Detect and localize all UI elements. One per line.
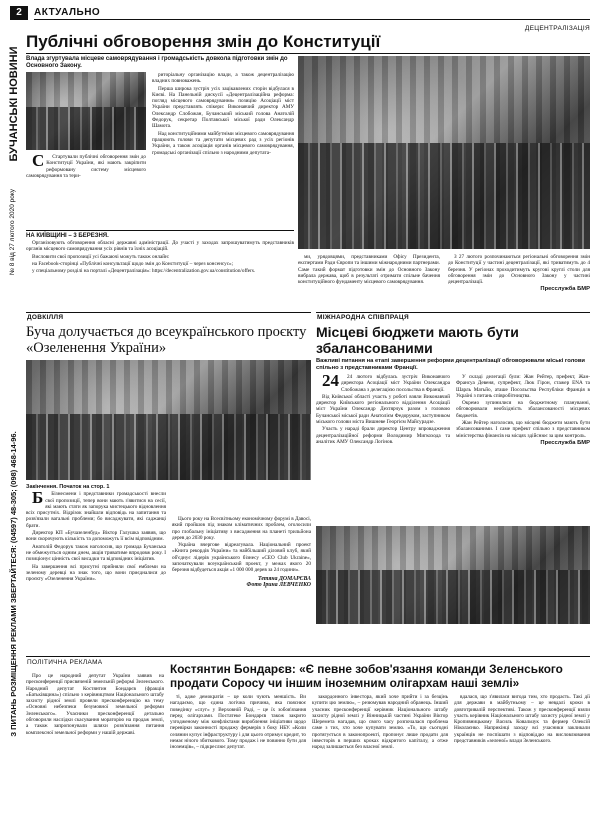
section-title: АКТУАЛЬНО [34, 7, 101, 18]
issue-date: № 8 від 27 лютого 2020 року [9, 188, 16, 276]
article-source: Пресслужба БМР [540, 286, 590, 293]
article-lead: Влада згуртувала місцеве самоврядування і громадськість довкола підготовки змін до Основного Закону. [26, 56, 288, 69]
article-political-ad [26, 656, 590, 826]
article-tag: ДОВКІЛЛЯ [27, 314, 64, 321]
newspaper-name: БУЧАНСЬКІ НОВИНИ [8, 46, 20, 162]
kyiv-title: НА КИЇВЩИНІ – 3 БЕРЕЗНЯ. [26, 233, 109, 239]
article-column-3: закордонного інвестора, який хоче прийти і за безцінь купити цю землю», – резюмував народний обранець. Інший учасник пресконференції керівник Національного штабу захисту рідної землі у Вінницькій частині України Віктор Шереметa нагадав, що свого часу розпочалася проблема саме з тих, хто хоче купувати землю. «То, що сьогодні протягується в законопроекті, пропонує лише продати для інвесторів в перших кроках відкритого капіталу, а отже народ залишається без власної землі. [312, 694, 448, 751]
article-column-1: С Стартували публічні обговорення змін до Конституції України, які мають закріпити реформовану систему місцевого самоврядування та тери- [26, 151, 146, 179]
masthead-strip [8, 24, 22, 824]
article-title: Буча долучається до всеукраїнського проєкту «Озеленення України» [26, 324, 307, 356]
article-column-1: 24 24 лютого відбулась зустріч Виконавчого директора Асоціації міст України Олександра Слобожана з делегацією посольства в Франції. Від Київської області участь у роботі взяли Виконавчий директор Київського регіонального відділення Асоціації міст України Олександр Дехтярчук разом з головою Бучанської міської ради Анатолієм Федоруком, заступником міського голови міста Вишневе Георгієм Майсурадзе. Участь у нараді брали директор Центру впровадження децентралізаційної реформи Володимир Мигкохода та аналітик АМУ Олександр Логінов. [316, 371, 450, 445]
article-column-1: Про це народний депутат України заявив на пресконференції присвяченій земельній реформі Зеленського. Народний депутат Костянтин Бондарєв (фракція «Батьківщина») спільно з керівництвом Національного штабу захисту рідної землі провели пресконференцію на тему «Основні небезпеки безумовної земельної реформи Зеленського». Учасники пресконференції детально обговорили наслідки скасування мораторію на продаж землі, а також запропонували шляхи розв'язання питання комплексної земельної реформи у нашій державі. [26, 673, 164, 736]
article-budgets [316, 312, 590, 652]
article-title: Місцеві бюджети мають бути збалансованими [316, 324, 519, 356]
page-header [10, 6, 590, 20]
article-column-1: Закінчення. Початок на стор. 1 Б Бізнесмени і представники громадськості внесли свої пропозиції, тепер вони мають з'явитися на сесії, які мають стати як запорука мистецького відновлення всіх присутніх. Відрізок знайшли відповідь на запитання та розв'язали вагальні проблеми; бо висаджувати, які саджанці брати. Директор КП «Бучазеленбуд» Віктор Галушка заявив, що вони скорочують кількість та допоможуть її всім відповідним. Анатолій Федорук також наголосив, що громада Бучанська не обмежується одним днем, акція триватиме впродовж року. І позиціонує цінність свої висадки та відповідних ініціатив. На завершення всі присутні прийняли свої емблеми на зеленому деревці на знак того, що вони приєдналися до проєкту «Озеленення України». [26, 484, 166, 583]
conference-photo [26, 72, 146, 150]
kyiv-info-box: НА КИЇВЩИНІ – 3 БЕРЕЗНЯ. Організовують обговорення обласні державні адміністрації. До участі у заходах запрошуватимуть представників органів місцевого самоврядування усіх рівнів та їхніх асоціацій. Висловити свої пропозиції усі бажаючі можуть також онлайн: на Facebook-сторінці «Публічні консультації щодо змін до Конституції – через консенсус»; у спеціальному розділі на порталі «Децентралізація»: https://decentralization.gov.ua/constitution/offers. [26, 230, 294, 318]
page-number: 2 [10, 6, 28, 20]
article-tag: ПОЛІТИЧНА РЕКЛАМА [27, 659, 103, 666]
article-greening [26, 312, 311, 652]
article-column-2: ті, адже демократія – це коли чують меншість. Ви нагадаємо, що єдина логічна причина, яка пояснює поведінку «слуг» у Верховній Раді, – це їх зобов'язання перед олігархами. Постатеке Бондарєв також закрито узгодженому між конфліктами вироблення ініціативи щодо перевірки законності продажу фермерів з боку НБУ. «Коли селянин купує інфраструктуру і для цього отримує кредит, то немає нічого збиткового. Тому продаж і не повинно бути для іноземців», – підкреслює депутат. [170, 694, 307, 751]
greening-event-photo [26, 360, 311, 480]
article-tag: МІЖНАРОДНА СПІВПРАЦЯ [317, 314, 409, 321]
kyiv-bullet-1: на Facebook-сторінці «Публічні консультації щодо змін до Конституції – через консенсус»; [32, 260, 234, 267]
ad-contacts: З ПИТАНЬ РОЗМІЩЕННЯ РЕКЛАМИ ЗВЕРТАЙТЕСЯ: (04597) 48-305; (098) 468-14-96. [9, 431, 18, 737]
article-lead: Важливі питання на етапі завершення реформи децентралізації обговорювали міські голови спільно з представниками Франції. [316, 358, 585, 371]
article-author: Тетяна ДОМАРЄВА [258, 575, 311, 582]
article-column-2: Цього року на Всесвітньому економічному форумі в Давосі, який пройшов під знаком кліматичних проблем, оголосили про глобальну ініціативу з висадження на планеті трильйона дерев до 2030 року. Україна вчергове відреагувала. Національний проект «Книга рекордів України» та найбільший діловий клуб, який об'єднує лідерів українського бізнесу «CEO Club Ukraine», започаткували всеукраїнський проект, у межах якого 20 березня відбудеться акція «1 000 000 дерев за 24 години». Тетяна ДОМАРЄВА Фото Ірина ЛЕВЧЕНКО [172, 516, 312, 588]
photo-credit: Фото Ірина ЛЕВЧЕНКО [246, 581, 311, 588]
article-column-4: З 27 лютого розпочинаються регіональні обговорення змін до Конституції у частині децентралізації, які триватимуть до 4 березня. У регіонах проходитимуть кругові круглі столи для обговорення змін до Основного Закону у частині децентралізації. Пресслужба БМР [448, 254, 590, 293]
article-column-3: ми, урядовцями, представниками Офісу Президента, експертами Ради Європи та іншими міжнародними партнерами. Саме такий формат підготовки змін до Основного Закону вибрала держава, щоб в результаті отримати спільне бачення конституційного фундаменту місцевого самоврядування. [298, 254, 440, 286]
kyiv-bullet-2: у спеціальному розділі на порталі «Децентралізація»: https://decentralization.gov.ua/constitution/offers. [32, 268, 256, 275]
continuation-note: Закінчення. Початок на стор. 1 [26, 484, 110, 490]
article-column-2: У складі делегації були: Жан Рейтер, префект, Жан-Франсуа Девеня, супрефект, Люк Гірон, стажер ENA та Шарль Матьйо, аташе Посольства Республіки Франція в Україні з питань співробітництва. Окремо зупинилися на бюджетному плануванні, обговорювали необхідність збалансованості місцевих бюджетів. Жан Рейтер наголосив, що місцеві бюджети мають бути збалансованими. І саме префект спільно з представником міністерства фінансів на місцях здійснює за цим контроль. Пресслужба БМР [456, 374, 590, 446]
article-column-2: риторіальну організацію влади, а також децентралізацію владних повноважень. Перша широка зустріч усіх зацікавлених сторін відбулася в Києві. На Панельній дискусії «Децентралізаційна реформа: погляд місцевого самоврядування» позицію Асоціації міст України представлять спікери: Виконавчий директор АМУ Олександр Слобожан, Бучанський міський голова Анатолій Федорук, секретар Полтавської міської ради Олександр Шамота. Над конституційними майбутніми місцевого самоврядування працюють голови та депутати місцевих рад з усіх регіонів України, а також асоціація органів місцевого самоврядування, громадські організації спільно з народними депутата- [152, 72, 294, 156]
article-source: Пресслужба БМР [540, 439, 590, 446]
article-title: Костянтин Бондарєв: «Є певне зобов'язання команди Зеленського продати Соросу чи іншим іноземним олігархам наші землі» [170, 662, 563, 690]
meeting-hall-photo [298, 56, 590, 249]
article-column-4: вдалася, що з'явилася вигода тим, хто продасть. Такі дії для держави в майбутньому – це невдалі кроки в довготривалій перспективі. Також у пресконференції взяли участь керівник Національного штабу захисту рідної землі у Кропивницькому Василь Ковальчук та фермер Олексій Ніколаєнко. Наприкінці заходу всі учасники закликали українців не поспішати з відповіддю на висловлювання представників «зеленої» влади Зеленського. [454, 694, 590, 745]
article-tag: ДЕЦЕНТРАЛІЗАЦІЯ [524, 25, 590, 32]
article-title: Публічні обговорення змін до Конституції [26, 32, 381, 51]
delegation-group-photo [316, 526, 590, 624]
